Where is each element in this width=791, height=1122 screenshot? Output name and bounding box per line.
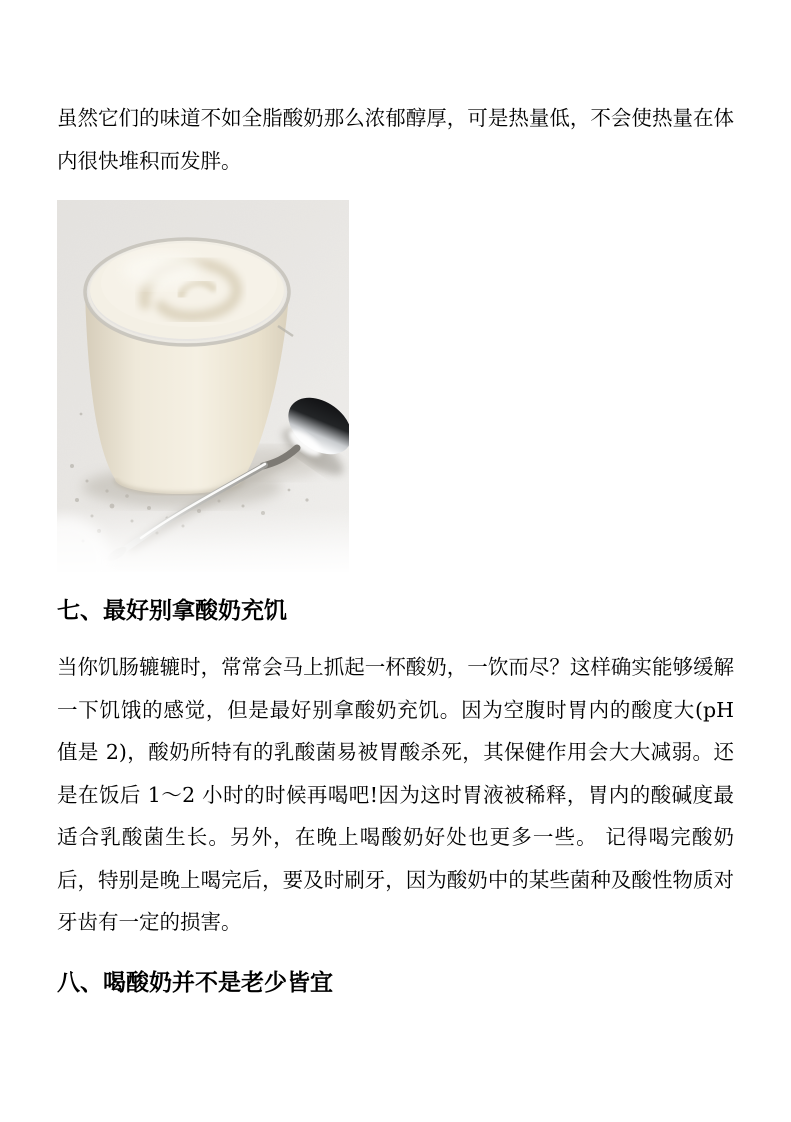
section-8-heading: 八、喝酸奶并不是老少皆宜	[57, 969, 333, 996]
yogurt-photo-illustration	[57, 200, 349, 572]
yogurt-photo	[57, 200, 349, 572]
section-7-heading: 七、最好别拿酸奶充饥	[57, 598, 287, 624]
intro-paragraph: 虽然它们的味道不如全脂酸奶那么浓郁醇厚，可是热量低，不会使热量在体内很快堆积而发胖。	[57, 106, 734, 173]
section-7-paragraph: 当你饥肠辘辘时，常常会马上抓起一杯酸奶，一饮而尽？这样确实能够缓解一下饥饿的感觉，但是最好别拿酸奶充饥。因为空腹时胃内的酸度大(pH 值是 2)，酸奶所特有的乳酸菌易被胃酸杀死，其保健作用会大大减弱。还是在饭后 1～2 小时的时候再喝吧!因为这时胃液被稀释，胃内的酸碱度最适合乳酸菌生长。另外，在晚上喝酸奶好处也更多一些。 记得喝完酸奶后，特别是晚上喝完后，要及时刷牙，因为酸奶中的某些菌种及酸性物质对牙齿有一定的损害。	[57, 655, 734, 934]
